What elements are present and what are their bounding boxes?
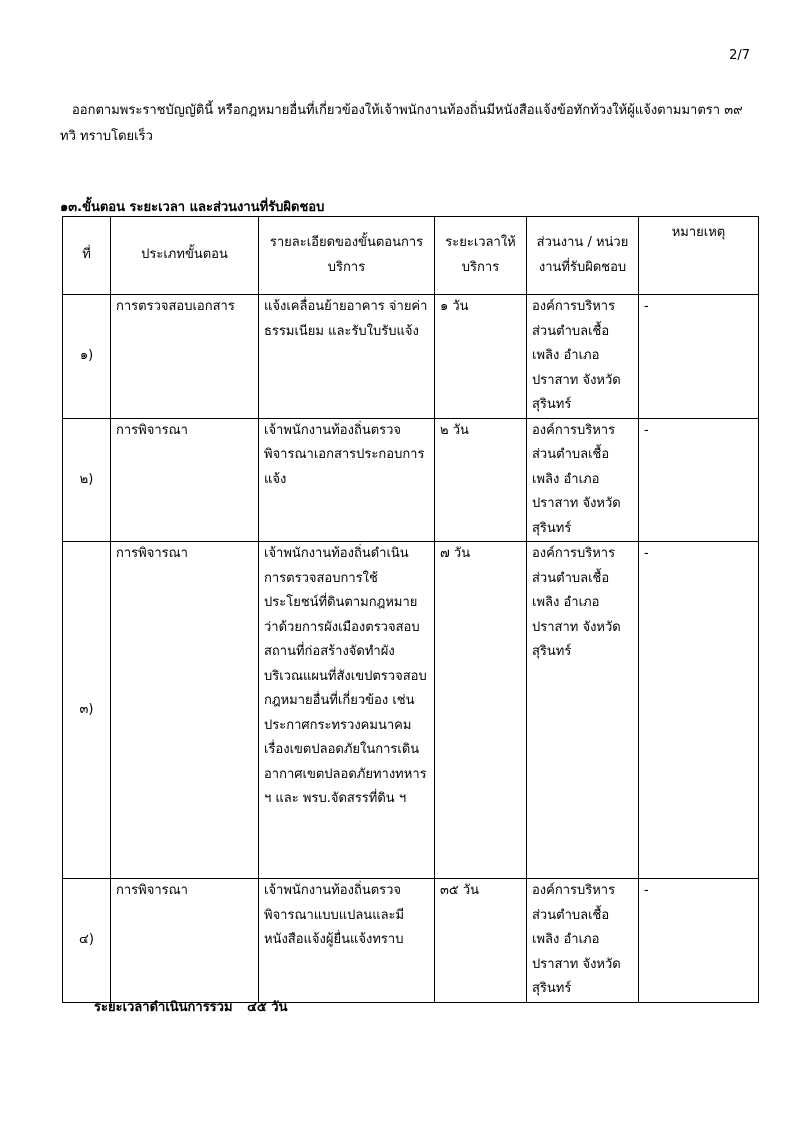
row-remark: -	[639, 418, 759, 542]
row-remark: -	[639, 295, 759, 419]
row-number: ๓)	[63, 542, 111, 879]
total-value: ๔๕ วัน	[247, 1000, 288, 1015]
page-number: 2/7	[729, 48, 750, 63]
table-row	[63, 542, 759, 879]
table-row	[63, 295, 759, 419]
table-row	[63, 879, 759, 1003]
row-type: การตรวจสอบเอกสาร	[111, 295, 259, 419]
total-duration	[94, 996, 297, 1017]
row-detail: แจ้งเคลื่อนย้ายอาคาร จ่ายค่าธรรมเนียม และรับใบรับแจ้ง	[259, 295, 435, 419]
intro-line-2: ทวิ ทราบโดยเร็ว	[60, 129, 153, 144]
row-type: การพิจารณา	[111, 542, 259, 879]
row-unit: องค์การบริหารส่วนตำบลเชื้อเพลิง อำเภอปราสาท จังหวัดสุรินทร์	[527, 295, 639, 419]
row-type: การพิจารณา	[111, 879, 259, 1003]
row-unit: องค์การบริหารส่วนตำบลเชื้อเพลิง อำเภอปราสาท จังหวัดสุรินทร์	[527, 418, 639, 542]
header-remark: หมายเหตุ	[639, 217, 759, 295]
header-type: ประเภทขั้นตอน	[111, 217, 259, 295]
row-duration: ๗ วัน	[435, 542, 527, 879]
row-remark: -	[639, 879, 759, 1003]
header-unit: ส่วนงาน / หน่วยงานที่รับผิดชอบ	[527, 217, 639, 295]
row-duration: ๑ วัน	[435, 295, 527, 419]
row-detail: เจ้าพนักงานท้องถิ่นตรวจพิจารณาเอกสารประกอบการแจ้ง	[259, 418, 435, 542]
intro-paragraph	[60, 98, 762, 150]
intro-line-1: ออกตามพระราชบัญญัตินี้ หรือกฎหมายอื่นที่เกี่ยวข้องให้เจ้าพนักงานท้องถิ่นมีหนังสือแจ้งข้อทักท้วงให้ผู้แจ้งตามมาตรา ๓๙	[72, 103, 743, 118]
steps-table	[62, 216, 759, 1003]
row-unit: องค์การบริหารส่วนตำบลเชื้อเพลิง อำเภอปราสาท จังหวัดสุรินทร์	[527, 542, 639, 879]
row-number: ๑)	[63, 295, 111, 419]
header-detail: รายละเอียดของขั้นตอนการบริการ	[259, 217, 435, 295]
header-no: ที่	[63, 217, 111, 295]
total-label: ระยะเวลาดำเนินการรวม	[94, 1000, 233, 1015]
row-number: ๔)	[63, 879, 111, 1003]
row-remark: -	[639, 542, 759, 879]
row-unit: องค์การบริหารส่วนตำบลเชื้อเพลิง อำเภอปราสาท จังหวัดสุรินทร์	[527, 879, 639, 1003]
header-duration: ระยะเวลาให้บริการ	[435, 217, 527, 295]
row-duration: ๒ วัน	[435, 418, 527, 542]
row-duration: ๓๕ วัน	[435, 879, 527, 1003]
row-type: การพิจารณา	[111, 418, 259, 542]
table-row	[63, 418, 759, 542]
row-number: ๒)	[63, 418, 111, 542]
row-detail: เจ้าพนักงานท้องถิ่นดำเนินการตรวจสอบการใช้ประโยชน์ที่ดินตามกฎหมายว่าด้วยการผังเมืองตรวจสอบสถานที่ก่อสร้างจัดทำผังบริเวณแผนที่สังเขปตรวจสอบกฎหมายอื่นที่เกี่ยวข้อง เช่น ประกาศกระทรวงคมนาคม เรื่องเขตปลอดภัยในการเดินอากาศเขตปลอดภัยทางทหาร ฯ และ พรบ.จัดสรรที่ดิน ฯ	[259, 542, 435, 879]
section-title: ๑๓.ขั้นตอน ระยะเวลา และส่วนงานที่รับผิดชอบ	[60, 200, 325, 215]
row-detail: เจ้าพนักงานท้องถิ่นตรวจพิจารณาแบบแปลนและมีหนังสือแจ้งผู้ยื่นแจ้งทราบ	[259, 879, 435, 1003]
table-header-row	[63, 217, 759, 295]
